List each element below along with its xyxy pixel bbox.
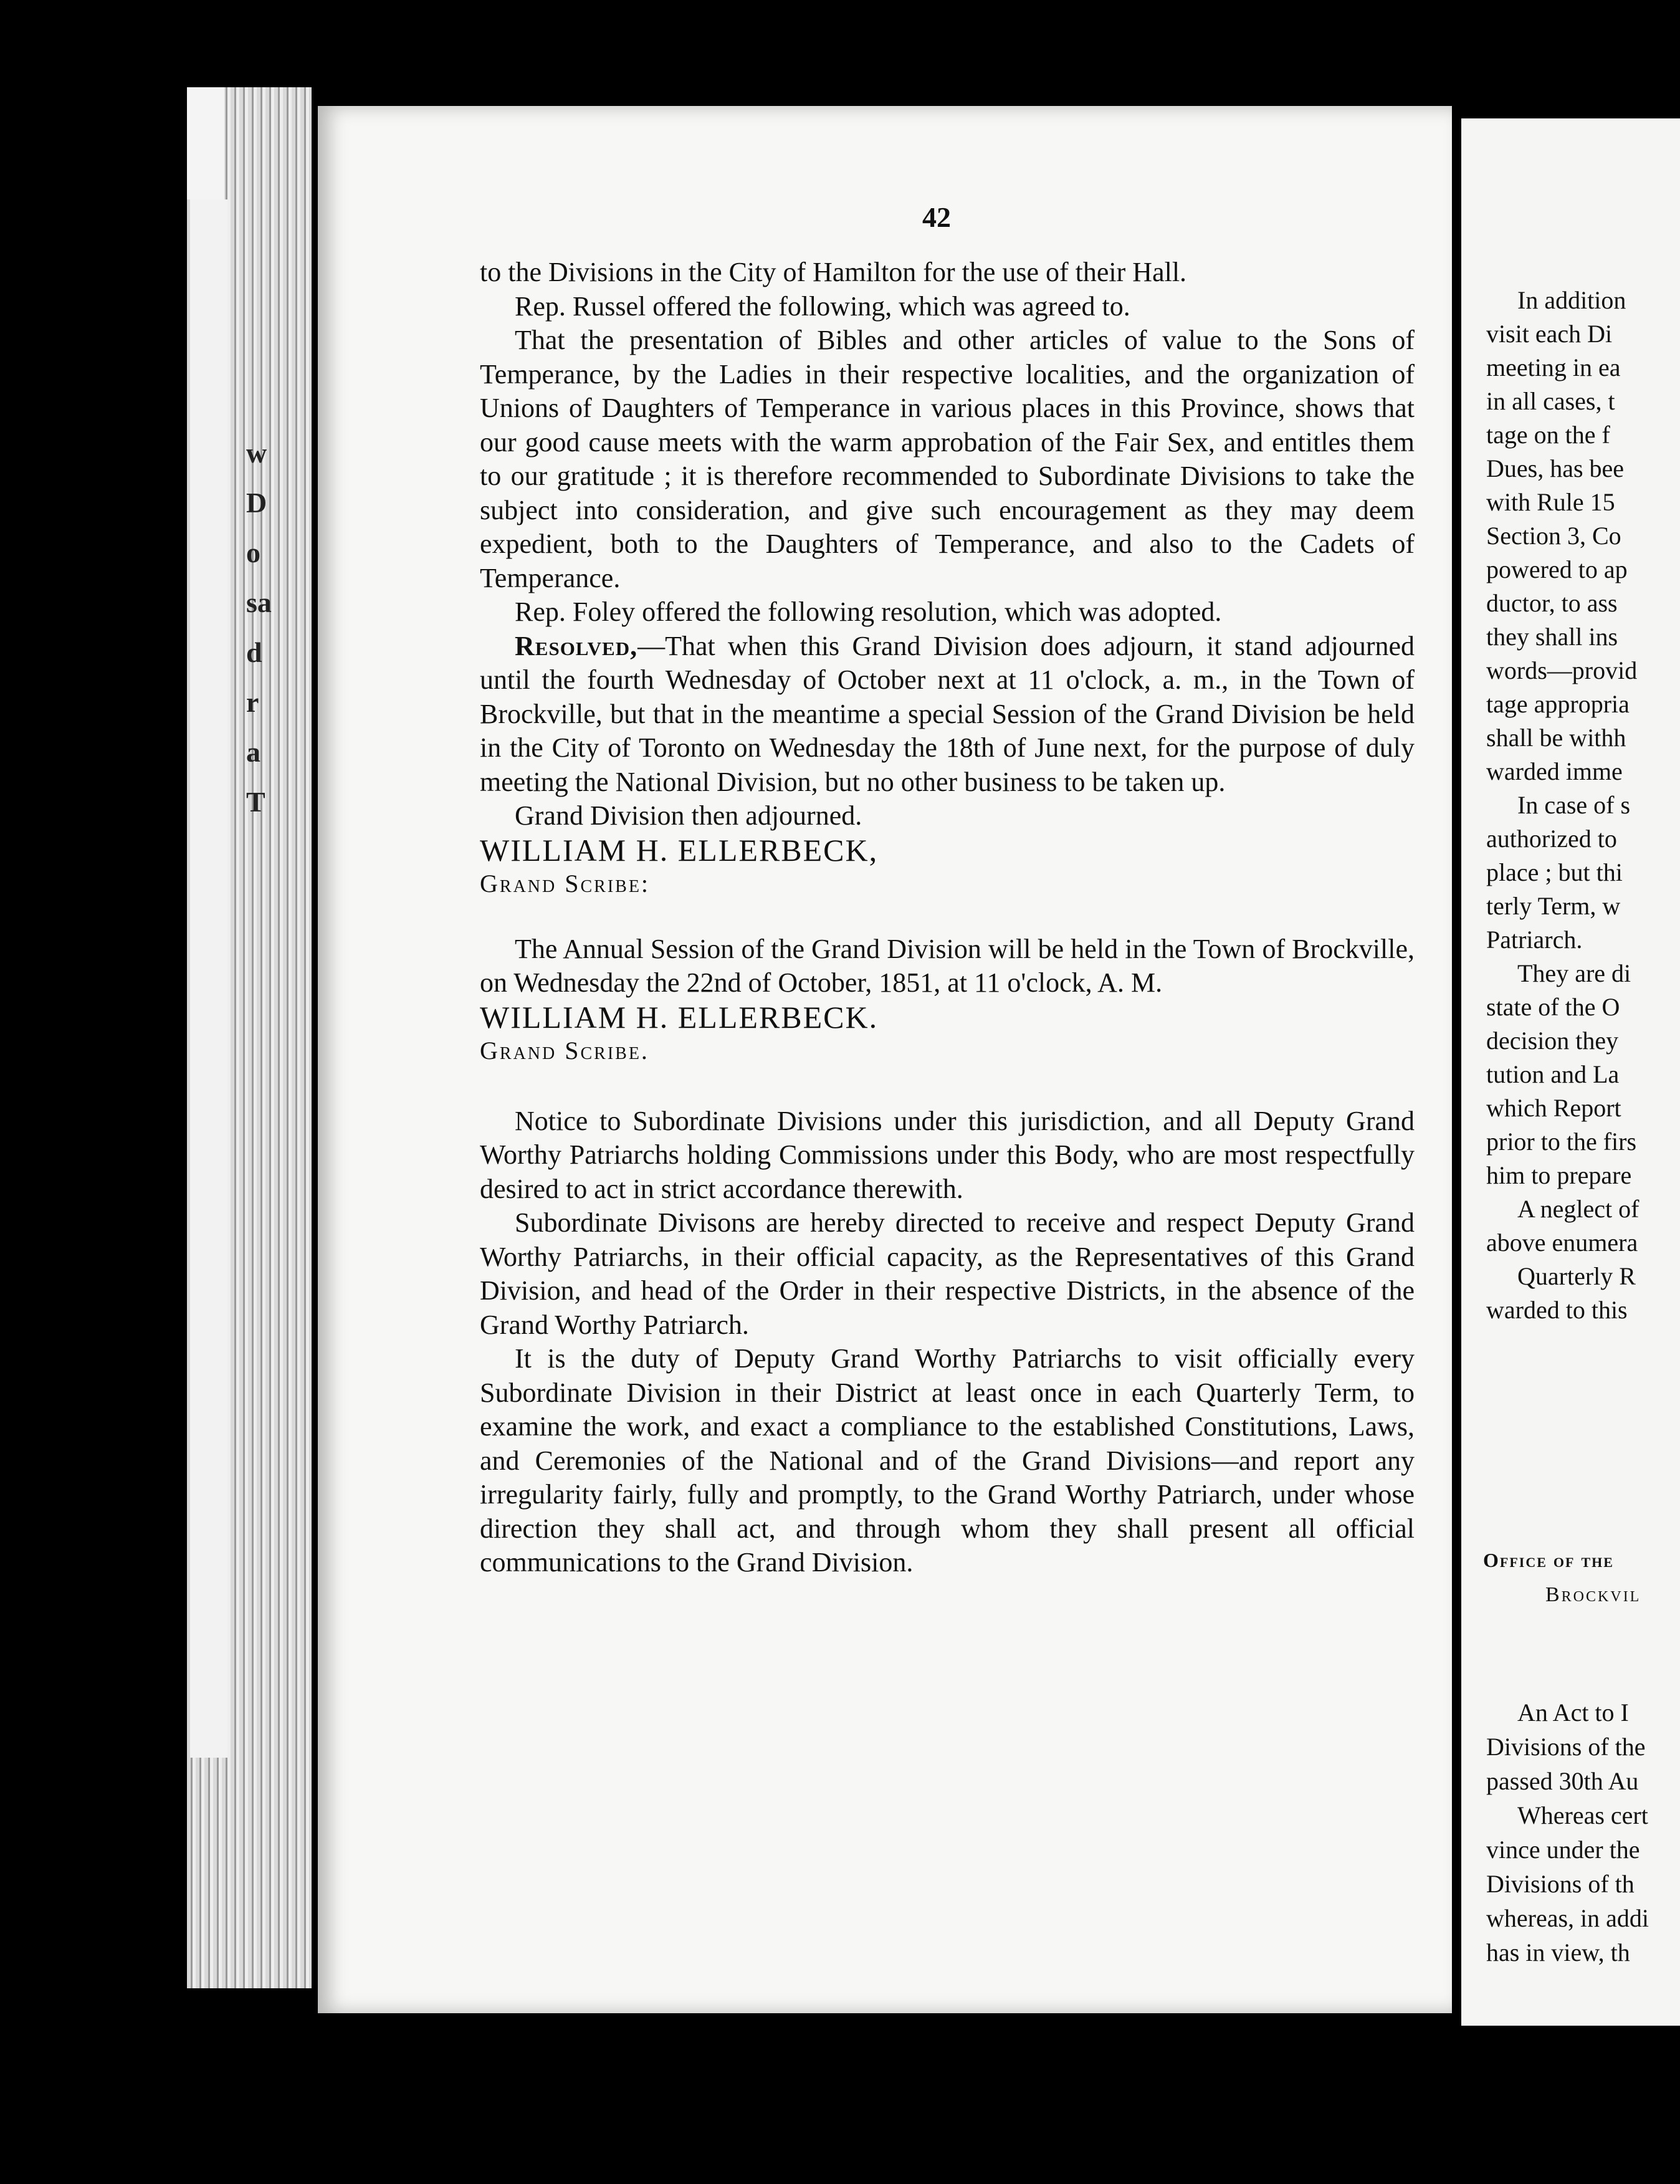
next-line: words—provid	[1486, 656, 1638, 684]
next-line: has in view, th	[1486, 1938, 1630, 1966]
left-fragment: r	[246, 686, 259, 718]
signature-name: WILLIAM H. ELLERBECK.	[480, 999, 879, 1035]
resolution-paragraph	[480, 630, 1415, 800]
next-line: Divisions of th	[1486, 1870, 1635, 1898]
next-line: prior to the firs	[1486, 1128, 1637, 1156]
next-line: warded imme	[1486, 757, 1623, 785]
next-line: state of the O	[1486, 993, 1620, 1021]
next-line: powered to ap	[1486, 555, 1628, 583]
page-body	[480, 256, 1415, 1580]
next-line: tage on the f	[1486, 421, 1610, 449]
left-page-fragments	[246, 436, 290, 835]
next-line: authorized to	[1486, 825, 1617, 853]
paragraph: Subordinate Divisons are hereby directed to receive and respect Deputy Grand Worthy Patriarchs, in their official capacity, as the Representatives of this Grand Division, and head of the Order in their respective Districts, in the absence of the Grand Worthy Patriarch.	[480, 1207, 1415, 1340]
signature-title: Grand Scribe.	[480, 1037, 649, 1065]
next-line: terly Term, w	[1486, 892, 1621, 920]
left-fragment: T	[246, 786, 265, 818]
next-line: they shall ins	[1486, 623, 1618, 651]
next-page-heading: Office of the	[1483, 1549, 1614, 1571]
next-line: Whereas cert	[1517, 1801, 1648, 1829]
left-fragment: w	[246, 437, 267, 469]
paragraph: The Annual Session of the Grand Division will be held in the Town of Brockville, on Wednesday the 22nd of October, 1851, at 11 o'clock, A. M.	[480, 933, 1415, 998]
next-line: with Rule 15	[1486, 488, 1615, 516]
next-line: whereas, in addi	[1486, 1904, 1649, 1932]
next-line: They are di	[1517, 959, 1631, 987]
resolved-label: Resolved,	[515, 630, 638, 661]
paragraph: That the presentation of Bibles and other articles of value to the Sons of Temperance, by the Ladies in their respective localities, and the organization of Unions of Daughters of Temperance in various places in this Province, shows that our good cause meets with the warm approbation of the Fair Sex, and entitles them to our gratitude ; it is therefore recommended to Subordinate Divisions to take the subject into consideration, and give such encouragement as they may deem expedient, both to the Daughters of Temperance, and also to the Cadets of Temperance.	[480, 325, 1415, 593]
left-fragment: a	[246, 736, 260, 768]
signature-name: WILLIAM H. ELLERBECK,	[480, 832, 879, 868]
next-line: A neglect of	[1517, 1195, 1639, 1223]
next-line: above enumera	[1486, 1228, 1638, 1257]
next-page-text-bottom	[1486, 1695, 1680, 1970]
next-line: ductor, to ass	[1486, 589, 1618, 617]
next-line: meeting in ea	[1486, 353, 1621, 381]
next-line: place ; but thi	[1486, 858, 1623, 886]
next-line: warded to this	[1486, 1296, 1628, 1324]
book-edge-highlight	[187, 87, 224, 199]
next-line: Patriarch.	[1486, 926, 1583, 954]
next-line: vince under the	[1486, 1836, 1640, 1864]
next-line: shall be withh	[1486, 724, 1626, 752]
next-page	[1461, 118, 1680, 2026]
next-line: Quarterly R	[1517, 1262, 1636, 1290]
resolution-text: —That when this Grand Division does adjourn, it stand adjourned until the fourth Wednesday of October next at 11 o'clock, a. m., in the Town of Brockville, but that in the meantime a special Session of the Grand Division be held in the City of Toronto on Wednesday the 18th of June next, for the purpose of duly meeting the National Division, but no other business to be taken up.	[480, 630, 1415, 797]
next-line: Dues, has bee	[1486, 454, 1625, 482]
next-line: decision they	[1486, 1027, 1619, 1055]
paragraph: It is the duty of Deputy Grand Worthy Patriarchs to visit officially every Subordinate Division in their District at least once in each Quarterly Term, to examine the work, and exact a compliance to the established Constitutions, Laws, and Ceremonies of the National and of the Grand Divisions—and report any irregularity fairly, fully and promptly, to the Grand Worthy Patriarch, under whose direction they shall act, and through whom they shall present all official communications to the Grand Division.	[480, 1343, 1415, 1578]
next-page-text-top	[1486, 284, 1680, 1327]
signature-title: Grand Scribe:	[480, 869, 651, 898]
left-fragment: D	[246, 487, 267, 519]
next-line: him to prepare	[1486, 1161, 1632, 1189]
next-line: In addition	[1517, 286, 1626, 314]
paragraph: Notice to Subordinate Divisions under this jurisdiction, and all Deputy Grand Worthy Patriarchs holding Commissions under this Body, who are most respectfully desired to act in strict accordance therewith.	[480, 1105, 1415, 1204]
next-line: Section 3, Co	[1486, 522, 1621, 550]
book-edge-strip	[190, 199, 227, 1758]
next-page-subheading: Brockvil	[1545, 1583, 1641, 1606]
next-line: which Report	[1486, 1094, 1621, 1122]
paragraph: to the Divisions in the City of Hamilton for the use of their Hall.	[480, 257, 1187, 287]
next-line: In case of s	[1517, 791, 1631, 819]
next-line: Divisions of the	[1486, 1733, 1646, 1761]
next-line: tution and La	[1486, 1060, 1620, 1088]
paragraph: Rep. Russel offered the following, which was agreed to.	[515, 290, 1130, 322]
next-line: visit each Di	[1486, 320, 1613, 348]
left-fragment: o	[246, 537, 260, 568]
left-fragment: d	[246, 636, 262, 668]
next-line: An Act to I	[1517, 1698, 1629, 1727]
next-line: in all cases, t	[1486, 387, 1615, 415]
next-line: passed 30th Au	[1486, 1767, 1639, 1795]
paragraph: Grand Division then adjourned.	[515, 800, 862, 831]
next-line: tage appropria	[1486, 690, 1630, 718]
paragraph: Rep. Foley offered the following resolution, which was adopted.	[515, 596, 1222, 627]
left-fragment: sa	[246, 587, 272, 618]
page-number: 42	[922, 201, 951, 233]
